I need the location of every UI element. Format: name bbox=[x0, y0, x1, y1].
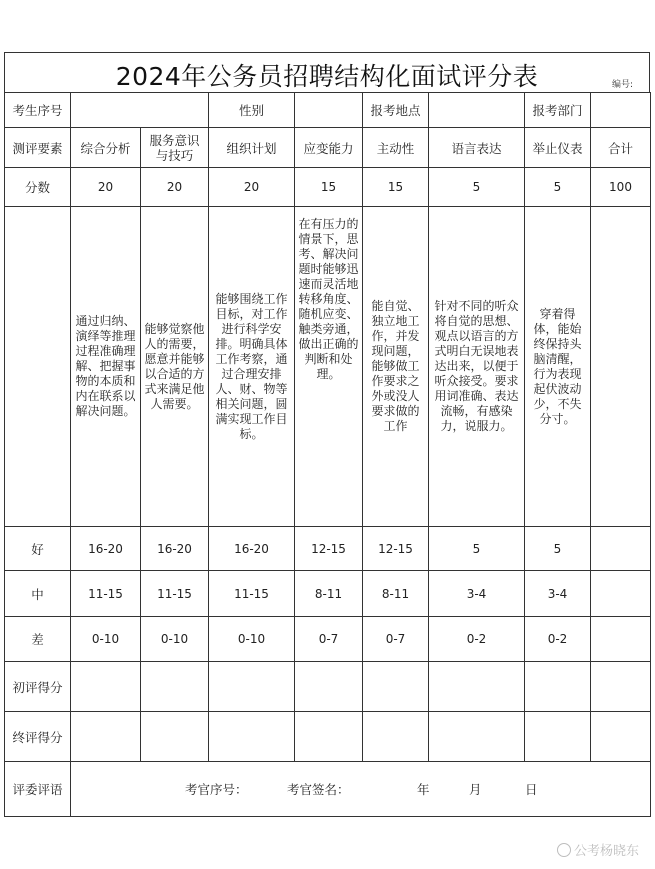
score-value: 15 bbox=[295, 168, 363, 207]
score-input-cell[interactable] bbox=[429, 662, 525, 712]
criteria-service-awareness: 服务意识与技巧 bbox=[141, 128, 209, 168]
level-range: 3-4 bbox=[429, 571, 525, 617]
score-label: 分数 bbox=[5, 168, 71, 207]
criteria-row bbox=[5, 128, 651, 168]
page-title: 2024年公务员招聘结构化面试评分表 bbox=[115, 62, 539, 91]
level-range: 0-2 bbox=[525, 617, 591, 662]
level-range: 0-7 bbox=[363, 617, 429, 662]
score-input-cell[interactable] bbox=[71, 662, 141, 712]
date-day-label: 日 bbox=[525, 782, 538, 797]
level-range: 16-20 bbox=[209, 527, 295, 571]
description-demeanor: 穿着得体，能始终保持头脑清醒，行为表现起伏波动少，不失分寸。 bbox=[525, 207, 591, 527]
score-sheet bbox=[4, 52, 650, 801]
initial-score-label: 初评得分 bbox=[5, 662, 71, 712]
criteria-demeanor: 举止仪表 bbox=[525, 128, 591, 168]
criteria-organization-planning: 组织计划 bbox=[209, 128, 295, 168]
judge-comment-label: 评委评语 bbox=[5, 762, 71, 817]
description-adaptability: 在有压力的情景下，思考、解决问题时能够迅速而灵活地转移角度、随机应变、触类旁通，做出正确的判断和处理。 bbox=[295, 207, 363, 527]
description-initiative: 能自觉、独立地工作，并发现问题，能够做工作要求之外或没人要求做的工作 bbox=[363, 207, 429, 527]
score-input-cell[interactable] bbox=[141, 662, 209, 712]
final-score-label: 终评得分 bbox=[5, 712, 71, 762]
watermark bbox=[557, 840, 639, 859]
score-row bbox=[5, 168, 651, 207]
gender-field[interactable] bbox=[295, 93, 363, 128]
judge-comment-row bbox=[5, 762, 651, 817]
level-range: 5 bbox=[525, 527, 591, 571]
level-row-poor bbox=[5, 617, 651, 662]
level-row-medium bbox=[5, 571, 651, 617]
criteria-adaptability: 应变能力 bbox=[295, 128, 363, 168]
score-input-cell[interactable] bbox=[209, 662, 295, 712]
score-input-cell[interactable] bbox=[141, 712, 209, 762]
apply-department-field[interactable] bbox=[591, 93, 651, 128]
score-value: 5 bbox=[429, 168, 525, 207]
judge-comment-field[interactable] bbox=[71, 762, 651, 817]
level-range: 0-10 bbox=[209, 617, 295, 662]
score-input-cell[interactable] bbox=[363, 662, 429, 712]
serial-number-label: 编号: bbox=[611, 80, 633, 90]
description-service-awareness: 能够觉察他人的需要，愿意并能够以合适的方式来满足他人需要。 bbox=[141, 207, 209, 527]
score-value: 20 bbox=[141, 168, 209, 207]
date-year-label: 年 bbox=[417, 782, 430, 797]
watermark-text: 公考杨晓东 bbox=[573, 844, 639, 859]
gender-label: 性别 bbox=[209, 93, 295, 128]
score-input-cell[interactable] bbox=[525, 712, 591, 762]
level-label: 差 bbox=[5, 617, 71, 662]
score-value: 5 bbox=[525, 168, 591, 207]
level-range: 11-15 bbox=[141, 571, 209, 617]
score-value: 20 bbox=[209, 168, 295, 207]
score-input-cell[interactable] bbox=[71, 712, 141, 762]
score-value: 100 bbox=[591, 168, 651, 207]
level-range: 11-15 bbox=[209, 571, 295, 617]
examiner-sign-label: 考官签名： bbox=[287, 782, 350, 797]
criteria-total: 合计 bbox=[591, 128, 651, 168]
level-total-blank bbox=[591, 571, 651, 617]
level-range: 16-20 bbox=[141, 527, 209, 571]
level-row-good bbox=[5, 527, 651, 571]
score-input-cell[interactable] bbox=[591, 662, 651, 712]
apply-department-label: 报考部门 bbox=[525, 93, 591, 128]
level-range: 5 bbox=[429, 527, 525, 571]
score-input-cell[interactable] bbox=[429, 712, 525, 762]
criteria-comprehensive-analysis: 综合分析 bbox=[71, 128, 141, 168]
score-value: 15 bbox=[363, 168, 429, 207]
score-input-cell[interactable] bbox=[295, 662, 363, 712]
candidate-no-label: 考生序号 bbox=[5, 93, 71, 128]
level-range: 0-7 bbox=[295, 617, 363, 662]
level-range: 0-10 bbox=[141, 617, 209, 662]
score-input-cell[interactable] bbox=[209, 712, 295, 762]
criteria-initiative: 主动性 bbox=[363, 128, 429, 168]
level-label: 好 bbox=[5, 527, 71, 571]
apply-location-field[interactable] bbox=[429, 93, 525, 128]
examiner-no-label: 考官序号： bbox=[185, 782, 248, 797]
date-month-label: 月 bbox=[469, 782, 482, 797]
final-score-row bbox=[5, 712, 651, 762]
level-range: 0-2 bbox=[429, 617, 525, 662]
initial-score-row bbox=[5, 662, 651, 712]
description-comprehensive-analysis: 通过归纳、演绎等推理过程准确理解、把握事物的本质和内在联系以解决问题。 bbox=[71, 207, 141, 527]
criteria-label: 测评要素 bbox=[5, 128, 71, 168]
score-input-cell[interactable] bbox=[295, 712, 363, 762]
level-range: 3-4 bbox=[525, 571, 591, 617]
score-table bbox=[4, 92, 651, 817]
weibo-icon bbox=[557, 843, 571, 857]
level-range: 8-11 bbox=[295, 571, 363, 617]
candidate-no-field[interactable] bbox=[71, 93, 209, 128]
score-input-cell[interactable] bbox=[591, 712, 651, 762]
level-range: 16-20 bbox=[71, 527, 141, 571]
criteria-language-expression: 语言表达 bbox=[429, 128, 525, 168]
title-row bbox=[4, 52, 650, 92]
description-row bbox=[5, 207, 651, 527]
info-row bbox=[5, 93, 651, 128]
level-label: 中 bbox=[5, 571, 71, 617]
description-language-expression: 针对不同的听众将自觉的思想、观点以语言的方式明白无误地表达出来，以便于听众接受。要求用词准确、表达流畅，有感染力，说服力。 bbox=[429, 207, 525, 527]
level-total-blank bbox=[591, 617, 651, 662]
score-input-cell[interactable] bbox=[525, 662, 591, 712]
description-organization-planning: 能够围绕工作目标，对工作进行科学安排。明确具体工作考察，通过合理安排人、财、物等相关问题，圆满实现工作目标。 bbox=[209, 207, 295, 527]
description-total-blank bbox=[591, 207, 651, 527]
apply-location-label: 报考地点 bbox=[363, 93, 429, 128]
score-value: 20 bbox=[71, 168, 141, 207]
score-input-cell[interactable] bbox=[363, 712, 429, 762]
description-label-blank bbox=[5, 207, 71, 527]
level-range: 0-10 bbox=[71, 617, 141, 662]
level-total-blank bbox=[591, 527, 651, 571]
level-range: 11-15 bbox=[71, 571, 141, 617]
level-range: 8-11 bbox=[363, 571, 429, 617]
level-range: 12-15 bbox=[363, 527, 429, 571]
level-range: 12-15 bbox=[295, 527, 363, 571]
